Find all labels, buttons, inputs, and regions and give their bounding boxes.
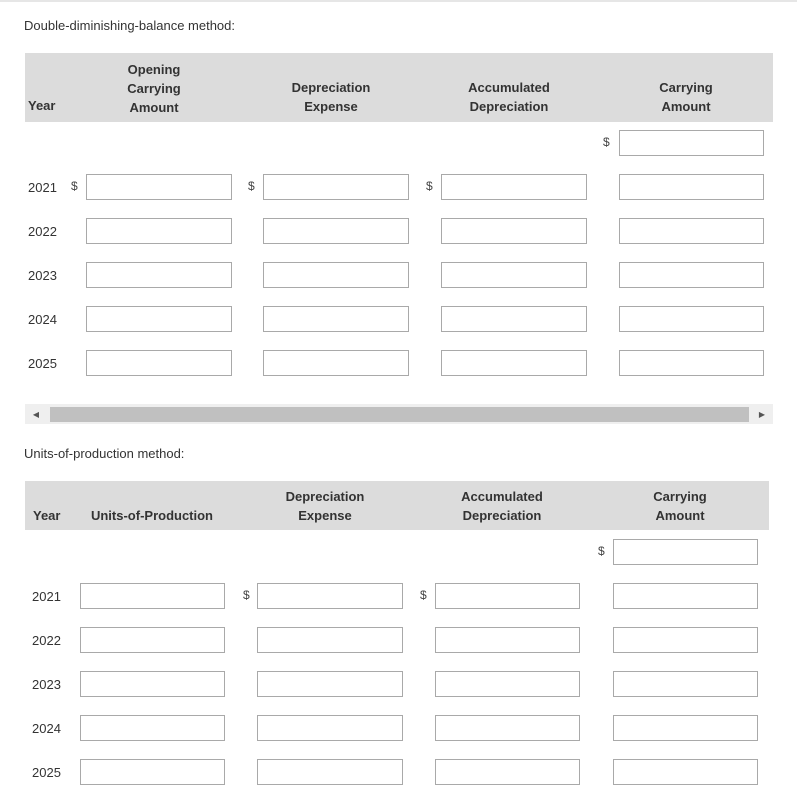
uop-header-depreciation bbox=[265, 487, 385, 525]
ddb-header-year bbox=[28, 96, 55, 115]
uop-header-carrying bbox=[620, 487, 740, 525]
uop-2025-units-input[interactable] bbox=[80, 759, 225, 785]
dollar-sign: $ bbox=[426, 179, 433, 193]
uop-row-year: 2025 bbox=[32, 765, 61, 780]
ddb-header-accumulated-line1: Accumulated bbox=[468, 80, 550, 95]
uop-2023-units-input[interactable] bbox=[80, 671, 225, 697]
uop-header-carrying-line2: Amount bbox=[655, 508, 705, 523]
uop-row-year: 2021 bbox=[32, 589, 61, 604]
uop-header-year bbox=[33, 506, 60, 525]
ddb-header-depreciation-line2: Expense bbox=[304, 99, 358, 114]
ddb-2023-opening-input[interactable] bbox=[86, 262, 232, 288]
uop-header-depreciation-line1: Depreciation bbox=[285, 489, 365, 504]
ddb-row-year: 2025 bbox=[28, 356, 57, 371]
ddb-header-carrying-line2: Amount bbox=[661, 99, 711, 114]
uop-2024-accumulated-input[interactable] bbox=[435, 715, 580, 741]
scroll-left-arrow-icon[interactable]: ◀ bbox=[32, 409, 40, 419]
top-divider bbox=[0, 0, 797, 2]
uop-initial-carrying-input[interactable] bbox=[613, 539, 758, 565]
ddb-2025-carrying-input[interactable] bbox=[619, 350, 764, 376]
ddb-header-opening-line3: Amount bbox=[129, 100, 179, 115]
uop-header-accumulated-line1: Accumulated bbox=[461, 489, 543, 504]
ddb-row-year: 2021 bbox=[28, 180, 57, 195]
ddb-2024-carrying-input[interactable] bbox=[619, 306, 764, 332]
uop-2024-carrying-input[interactable] bbox=[613, 715, 758, 741]
uop-2025-depreciation-input[interactable] bbox=[257, 759, 403, 785]
ddb-2022-carrying-input[interactable] bbox=[619, 218, 764, 244]
ddb-row-year: 2023 bbox=[28, 268, 57, 283]
ddb-2024-accumulated-input[interactable] bbox=[441, 306, 587, 332]
ddb-2024-opening-input[interactable] bbox=[86, 306, 232, 332]
uop-header-units-label: Units-of-Production bbox=[90, 508, 214, 523]
dollar-sign: $ bbox=[71, 179, 78, 193]
ddb-header-carrying bbox=[626, 78, 746, 116]
ddb-row-year: 2022 bbox=[28, 224, 57, 239]
ddb-2021-carrying-input[interactable] bbox=[619, 174, 764, 200]
uop-header-accumulated-line2: Depreciation bbox=[462, 508, 542, 523]
uop-2022-depreciation-input[interactable] bbox=[257, 627, 403, 653]
uop-2023-depreciation-input[interactable] bbox=[257, 671, 403, 697]
ddb-header-depreciation-line1: Depreciation bbox=[291, 80, 371, 95]
ddb-row-year: 2024 bbox=[28, 312, 57, 327]
ddb-2021-opening-input[interactable] bbox=[86, 174, 232, 200]
uop-2024-units-input[interactable] bbox=[80, 715, 225, 741]
ddb-header-year-label: Year bbox=[28, 98, 56, 113]
dollar-sign: $ bbox=[603, 135, 610, 149]
uop-section-title: Units-of-production method: bbox=[24, 446, 185, 461]
uop-header-accumulated bbox=[442, 487, 562, 525]
uop-2021-accumulated-input[interactable] bbox=[435, 583, 580, 609]
uop-header-carrying-line1: Carrying bbox=[653, 489, 707, 504]
ddb-header-accumulated bbox=[449, 78, 569, 116]
ddb-header-opening-line1: Opening bbox=[127, 62, 181, 77]
ddb-2023-carrying-input[interactable] bbox=[619, 262, 764, 288]
scrollbar-thumb[interactable] bbox=[50, 407, 749, 422]
uop-2025-accumulated-input[interactable] bbox=[435, 759, 580, 785]
uop-row-year: 2024 bbox=[32, 721, 61, 736]
dollar-sign: $ bbox=[243, 588, 250, 602]
ddb-2021-depreciation-input[interactable] bbox=[263, 174, 409, 200]
uop-2021-depreciation-input[interactable] bbox=[257, 583, 403, 609]
uop-row-year: 2022 bbox=[32, 633, 61, 648]
dollar-sign: $ bbox=[420, 588, 427, 602]
ddb-2021-accumulated-input[interactable] bbox=[441, 174, 587, 200]
uop-2024-depreciation-input[interactable] bbox=[257, 715, 403, 741]
ddb-2022-depreciation-input[interactable] bbox=[263, 218, 409, 244]
ddb-2022-opening-input[interactable] bbox=[86, 218, 232, 244]
uop-2021-carrying-input[interactable] bbox=[613, 583, 758, 609]
uop-2023-accumulated-input[interactable] bbox=[435, 671, 580, 697]
ddb-2025-accumulated-input[interactable] bbox=[441, 350, 587, 376]
ddb-header-carrying-line1: Carrying bbox=[659, 80, 713, 95]
uop-2025-carrying-input[interactable] bbox=[613, 759, 758, 785]
scroll-right-arrow-icon[interactable]: ▶ bbox=[758, 409, 766, 419]
ddb-2024-depreciation-input[interactable] bbox=[263, 306, 409, 332]
uop-row-year: 2023 bbox=[32, 677, 61, 692]
uop-header-depreciation-line2: Expense bbox=[298, 508, 352, 523]
dollar-sign: $ bbox=[248, 179, 255, 193]
ddb-header-opening-line2: Carrying bbox=[127, 81, 181, 96]
uop-2023-carrying-input[interactable] bbox=[613, 671, 758, 697]
ddb-header-depreciation bbox=[271, 78, 391, 116]
ddb-2023-depreciation-input[interactable] bbox=[263, 262, 409, 288]
ddb-initial-carrying-input[interactable] bbox=[619, 130, 764, 156]
ddb-header-opening bbox=[94, 60, 214, 117]
ddb-2025-depreciation-input[interactable] bbox=[263, 350, 409, 376]
ddb-header-accumulated-line2: Depreciation bbox=[469, 99, 549, 114]
uop-2022-units-input[interactable] bbox=[80, 627, 225, 653]
uop-header-units bbox=[80, 506, 224, 525]
ddb-2022-accumulated-input[interactable] bbox=[441, 218, 587, 244]
uop-header-year-label: Year bbox=[33, 508, 61, 523]
uop-2022-accumulated-input[interactable] bbox=[435, 627, 580, 653]
uop-2022-carrying-input[interactable] bbox=[613, 627, 758, 653]
ddb-section-title: Double-diminishing-balance method: bbox=[24, 18, 236, 33]
ddb-2023-accumulated-input[interactable] bbox=[441, 262, 587, 288]
dollar-sign: $ bbox=[598, 544, 605, 558]
ddb-2025-opening-input[interactable] bbox=[86, 350, 232, 376]
uop-2021-units-input[interactable] bbox=[80, 583, 225, 609]
